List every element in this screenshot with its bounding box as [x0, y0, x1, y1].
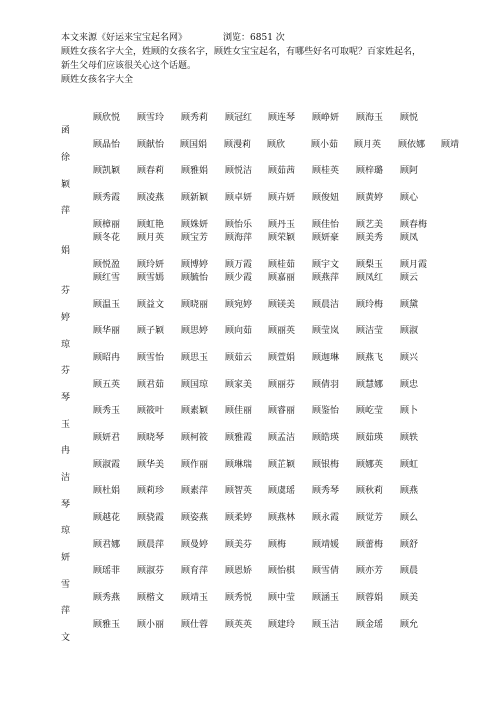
- name-entry: 顾楷文: [137, 593, 165, 603]
- name-entry: 顾凤: [400, 233, 419, 243]
- name-row: [0, 432, 500, 444]
- name-entry: 顾孟洁: [268, 433, 296, 443]
- name-row: [0, 192, 500, 204]
- name-overflow-char: 芬: [61, 286, 71, 296]
- name-overflow-char: 冉: [61, 446, 71, 456]
- name-entry: 顾春梅: [400, 220, 428, 230]
- name-overflow-char: 颖: [61, 180, 71, 190]
- name-entry: 顾万霞: [225, 260, 253, 270]
- name-entry: 顾筱叶: [137, 406, 165, 416]
- name-entry: 顾艺美: [356, 220, 384, 230]
- name-entry: 顾虞瑶: [268, 486, 296, 496]
- name-entry: 顾允: [400, 620, 419, 630]
- name-entry: 顾月英: [137, 233, 165, 243]
- name-entry: 顾雅霞: [225, 433, 253, 443]
- name-entry: 顾君茹: [137, 380, 165, 390]
- name-entry: 顾雪嫣: [137, 273, 165, 283]
- name-overflow-char: 文: [61, 633, 71, 643]
- name-entry: 顾觉芳: [356, 513, 384, 523]
- name-entry: 顾秀莉: [181, 113, 209, 123]
- name-entry: 顾淑芬: [137, 566, 165, 576]
- name-entry: 顾涵玉: [312, 593, 340, 603]
- name-entry: 顾雅娟: [181, 166, 209, 176]
- name-overflow-char: 琼: [61, 340, 71, 350]
- name-entry: 顾梨玉: [356, 260, 384, 270]
- name-entry: 顾宛婷: [225, 300, 253, 310]
- name-entry: 顾燕萍: [312, 273, 340, 283]
- name-entry: 顾倩羽: [312, 380, 340, 390]
- name-entry: 顾虹: [400, 460, 419, 470]
- name-entry: 顾国娟: [180, 140, 208, 150]
- name-entry: 顾秀琴: [312, 486, 340, 496]
- name-entry: 顾轶: [400, 433, 419, 443]
- name-row: [0, 165, 500, 177]
- name-entry: 顾虹艳: [137, 220, 165, 230]
- name-entry: 顾卜: [400, 406, 419, 416]
- name-entry: 顾么: [400, 513, 419, 523]
- name-overflow-char: 徐: [61, 153, 71, 163]
- name-row: [0, 299, 500, 311]
- name-entry: 顾月英: [354, 140, 382, 150]
- name-row: [0, 219, 500, 231]
- name-entry: 顾益文: [137, 300, 165, 310]
- name-entry: 顾温玉: [93, 300, 121, 310]
- name-entry: 顾美芬: [225, 540, 253, 550]
- name-entry: 顾雅玉: [93, 620, 121, 630]
- name-row: [0, 512, 500, 524]
- name-entry: 顾秋莉: [356, 486, 384, 496]
- name-entry: 顾凌燕: [137, 193, 165, 203]
- name-entry: 顾心: [400, 193, 419, 203]
- name-overflow-char: 芬: [61, 366, 71, 376]
- name-entry: 顾玲妍: [137, 260, 165, 270]
- name-entry: 顾毓怡: [181, 273, 209, 283]
- name-entry: 顾舒: [400, 540, 419, 550]
- name-entry: 顾秀霞: [93, 193, 121, 203]
- name-entry: 顾曼婷: [181, 540, 209, 550]
- name-entry: 顾桂茹: [268, 260, 296, 270]
- name-entry: 顾瑶菲: [93, 566, 121, 576]
- name-entry: 顾佳丽: [225, 406, 253, 416]
- name-entry: 顾海萍: [225, 233, 253, 243]
- name-overflow-char: 娟: [61, 246, 71, 256]
- name-entry: 顾宝芳: [181, 233, 209, 243]
- name-entry: 顾越花: [93, 513, 121, 523]
- name-row: [0, 459, 500, 471]
- name-entry: 顾五英: [93, 380, 121, 390]
- name-entry: 顾妍豪: [312, 233, 340, 243]
- name-entry: 顾新颖: [181, 193, 209, 203]
- name-entry: 顾向茹: [225, 326, 253, 336]
- source-line: [61, 33, 285, 44]
- name-row: [0, 379, 500, 391]
- name-entry: 顾燕: [400, 486, 419, 496]
- name-entry: 顾博婷: [181, 260, 209, 270]
- name-entry: 顾凤红: [356, 273, 384, 283]
- name-entry: 顾姿燕: [181, 513, 209, 523]
- name-entry: 顾柯筱: [181, 433, 209, 443]
- name-entry: 顾嘉丽: [268, 273, 296, 283]
- name-entry: 顾皓瑛: [312, 433, 340, 443]
- name-overflow-char: 萍: [61, 606, 71, 616]
- name-entry: 顾荣颖: [268, 233, 296, 243]
- name-entry: 顾卓妍: [225, 193, 253, 203]
- name-entry: 顾悦: [400, 113, 419, 123]
- name-entry: 顾亦芳: [356, 566, 384, 576]
- name-row: [0, 405, 500, 417]
- name-row: [0, 259, 500, 271]
- name-row: [0, 539, 500, 551]
- name-entry: 顾雪倩: [312, 566, 340, 576]
- name-entry: 顾芷颖: [268, 460, 296, 470]
- name-entry: 顾淑: [400, 326, 419, 336]
- name-entry: 顾家美: [225, 380, 253, 390]
- name-entry: 顾萱娟: [268, 353, 296, 363]
- name-overflow-char: 函: [61, 126, 71, 136]
- name-entry: 顾燕林: [268, 513, 296, 523]
- name-entry: 顾洁莹: [356, 326, 384, 336]
- name-entry: 顾靖玉: [181, 593, 209, 603]
- name-entry: 顾雪玲: [137, 113, 165, 123]
- name-entry: 顾秀玉: [93, 406, 121, 416]
- name-entry: 顾仕蓉: [181, 620, 209, 630]
- name-entry: 顾睿丽: [268, 406, 296, 416]
- intro-line-1: 顾姓女孩名字大全，姓顾的女孩名字，顾姓女宝宝起名，有哪些好名可取呢？百家姓起名，: [61, 47, 422, 57]
- name-row: [0, 592, 500, 604]
- name-entry: 顾子颖: [137, 326, 165, 336]
- name-entry: 顾玲梅: [356, 300, 384, 310]
- name-entry: 顾红雪: [93, 273, 121, 283]
- name-overflow-char: 玉: [61, 420, 71, 430]
- name-entry: 顾华丽: [93, 326, 121, 336]
- name-entry: 顾欣: [267, 140, 286, 150]
- name-entry: 顾凯颖: [93, 166, 121, 176]
- name-entry: 顾梓璐: [356, 166, 384, 176]
- name-entry: 顾国琼: [181, 380, 209, 390]
- name-entry: 顾中莹: [268, 593, 296, 603]
- name-entry: 顾晓丽: [181, 300, 209, 310]
- name-entry: 顾桂英: [312, 166, 340, 176]
- name-entry: 顾雪怡: [137, 353, 165, 363]
- name-entry: 顾华美: [137, 460, 165, 470]
- name-entry: 顾宇文: [312, 260, 340, 270]
- name-entry: 顾怡乐: [225, 220, 253, 230]
- name-entry: 顾冬花: [93, 233, 121, 243]
- name-entry: 顾镁美: [268, 300, 296, 310]
- name-entry: 顾春莉: [137, 166, 165, 176]
- name-row: [0, 325, 500, 337]
- name-entry: 顾君娜: [93, 540, 121, 550]
- name-entry: 顾晓琴: [137, 433, 165, 443]
- name-row: [0, 232, 500, 244]
- name-entry: 顾妍君: [93, 433, 121, 443]
- name-entry: 顾小茹: [311, 140, 339, 150]
- name-entry: 顾怡棋: [268, 566, 296, 576]
- name-entry: 顾献怡: [137, 140, 165, 150]
- name-entry: 顾莉珍: [137, 486, 165, 496]
- name-entry: 顾蓉娟: [356, 593, 384, 603]
- name-entry: 顾黄婷: [356, 193, 384, 203]
- name-entry: 顾金瑶: [356, 620, 384, 630]
- name-entry: 顾忠: [400, 380, 419, 390]
- name-entry: 顾佳怡: [312, 220, 340, 230]
- name-overflow-char: 洁: [61, 473, 71, 483]
- name-entry: 顾秀悦: [225, 593, 253, 603]
- name-entry: 顾育萍: [181, 566, 209, 576]
- name-overflow-char: 琼: [61, 526, 71, 536]
- name-entry: 顾作丽: [181, 460, 209, 470]
- name-entry: 顾素颖: [181, 406, 209, 416]
- name-entry: 顾秀燕: [93, 593, 121, 603]
- name-entry: 顾依娜: [398, 140, 426, 150]
- name-entry: 顾莹岚: [312, 326, 340, 336]
- intro-line-2: 新生父母们应该很关心这个话题。: [61, 61, 197, 71]
- name-entry: 顾娜英: [356, 460, 384, 470]
- name-entry: 顾连琴: [268, 113, 296, 123]
- name-entry: 顾梅: [268, 540, 287, 550]
- name-row: [0, 272, 500, 284]
- name-entry: 顾阿: [400, 166, 419, 176]
- name-entry: 顾美秀: [356, 233, 384, 243]
- name-entry: 顾欣悦: [93, 113, 121, 123]
- name-entry: 顾琳瑞: [225, 460, 253, 470]
- name-entry: 顾茹云: [225, 353, 253, 363]
- name-entry: 顾少霞: [225, 273, 253, 283]
- name-entry: 顾小丽: [137, 620, 165, 630]
- source-text: 本文来源《好运来宝宝起名网》: [61, 33, 188, 43]
- name-entry: 顾昭冉: [93, 353, 121, 363]
- name-entry: 顾月霞: [400, 260, 428, 270]
- name-entry: 顾晶怡: [93, 140, 121, 150]
- name-entry: 顾樟丽: [93, 220, 121, 230]
- name-overflow-char: 妍: [61, 553, 71, 563]
- name-entry: 顾慧娜: [356, 380, 384, 390]
- name-entry: 顾晨洁: [312, 300, 340, 310]
- name-entry: 顾淑霞: [93, 460, 121, 470]
- view-count: 浏览：6851 次: [223, 33, 285, 43]
- name-row: [0, 619, 500, 631]
- name-entry: 顾美: [400, 593, 419, 603]
- name-entry: 顾晨萍: [137, 540, 165, 550]
- name-entry: 顾姝妍: [181, 220, 209, 230]
- name-entry: 顾永霞: [312, 513, 340, 523]
- name-entry: 顾黛: [400, 300, 419, 310]
- name-entry: 顾海玉: [356, 113, 384, 123]
- name-overflow-char: 萍: [61, 206, 71, 216]
- name-entry: 顾兴: [400, 353, 419, 363]
- name-entry: 顾英英: [225, 620, 253, 630]
- name-entry: 顾屹莹: [356, 406, 384, 416]
- name-entry: 顾建玲: [268, 620, 296, 630]
- name-overflow-char: 琴: [61, 393, 71, 403]
- name-overflow-char: 婷: [61, 313, 71, 323]
- name-entry: 顾卉妍: [268, 193, 296, 203]
- name-entry: 顾恩娇: [225, 566, 253, 576]
- name-row: [0, 352, 500, 364]
- name-entry: 顾云: [400, 273, 419, 283]
- name-entry: 顾丽芬: [268, 380, 296, 390]
- name-entry: 顾丽英: [268, 326, 296, 336]
- name-entry: 顾燕飞: [356, 353, 384, 363]
- name-entry: 顾蕾梅: [356, 540, 384, 550]
- name-entry: 顾茹茜: [268, 166, 296, 176]
- name-entry: 顾悦盈: [93, 260, 121, 270]
- name-overflow-char: 雪: [61, 580, 71, 590]
- name-entry: 顾鉴怡: [312, 406, 340, 416]
- name-entry: 顾冠红: [225, 113, 253, 123]
- name-entry: 顾迦琳: [312, 353, 340, 363]
- name-entry: 顾晨: [400, 566, 419, 576]
- name-entry: 顾银梅: [312, 460, 340, 470]
- name-overflow-char: 琴: [61, 500, 71, 510]
- section-heading: 顾姓女孩名字大全: [61, 75, 134, 85]
- name-entry: 顾俊妞: [312, 193, 340, 203]
- name-entry: 顾玉洁: [312, 620, 340, 630]
- name-entry: 顾靖: [441, 140, 460, 150]
- name-entry: 顾思婷: [181, 326, 209, 336]
- name-row: [0, 565, 500, 577]
- name-entry: 顾漫莉: [224, 140, 252, 150]
- name-entry: 顾柔婷: [225, 513, 253, 523]
- name-entry: 顾丹玉: [268, 220, 296, 230]
- name-entry: 顾悦洁: [225, 166, 253, 176]
- name-entry: 顾智英: [225, 486, 253, 496]
- name-entry: 顾思玉: [181, 353, 209, 363]
- name-entry: 顾杜娟: [93, 486, 121, 496]
- name-entry: 顾素萍: [181, 486, 209, 496]
- name-entry: 顾骁霞: [137, 513, 165, 523]
- name-row: [0, 139, 500, 151]
- name-entry: 顾茹瑛: [356, 433, 384, 443]
- name-row: [0, 112, 500, 124]
- name-entry: 顾靖媛: [312, 540, 340, 550]
- name-row: [0, 485, 500, 497]
- name-entry: 顾峥妍: [312, 113, 340, 123]
